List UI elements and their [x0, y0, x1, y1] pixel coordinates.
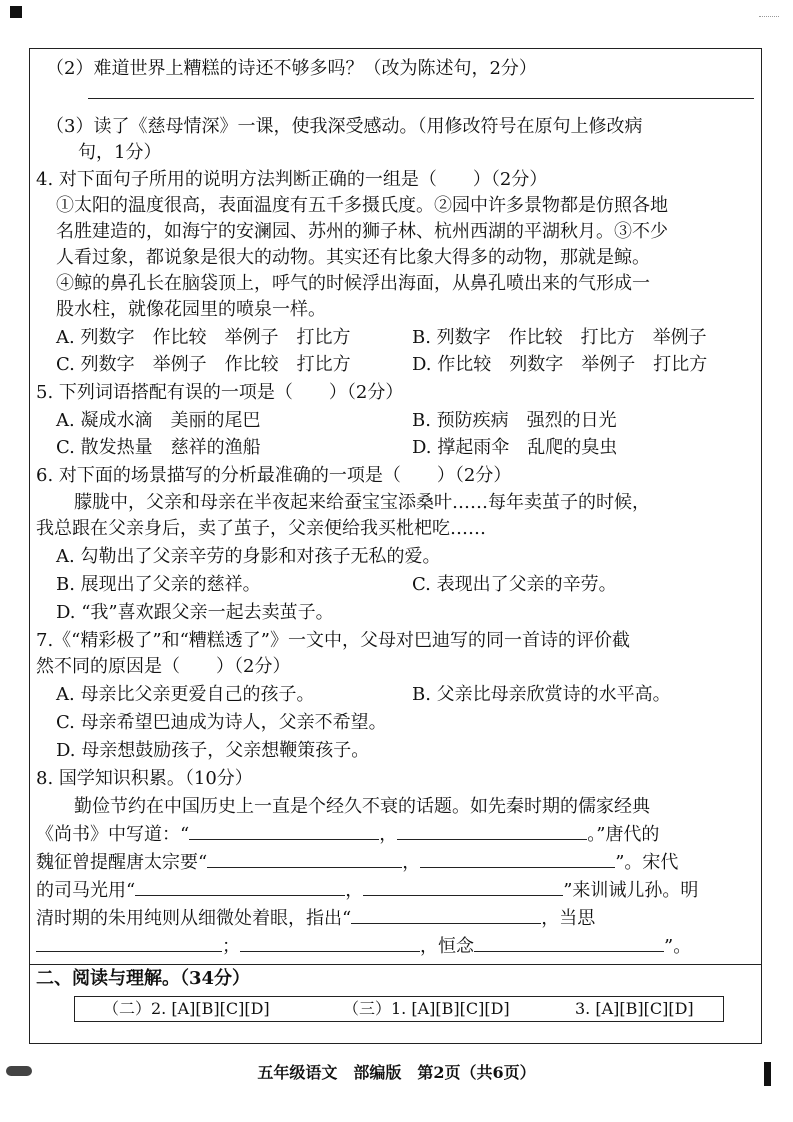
q8-blank[interactable]	[135, 895, 345, 896]
q3-3-text: （3）读了《慈母情深》一课，使我深受感动。（用修改符号在原句上修改病	[46, 116, 643, 137]
q5-option-a: A. 凝成水滴 美丽的尾巴	[56, 410, 261, 431]
q8-blank[interactable]	[363, 895, 563, 896]
section-2-title: 二、阅读与理解。（34分）	[36, 968, 251, 989]
q8-text: ”。宋代	[615, 852, 679, 873]
q8-text: ；	[222, 936, 240, 957]
q8-text-line: 勤俭节约在中国历史上一直是个经久不衰的话题。如先秦时期的儒家经典	[74, 796, 650, 817]
q8-blank[interactable]	[397, 839, 587, 840]
q8-stem: 8. 国学知识积累。（10分）	[36, 768, 253, 789]
q7-option-c: C. 母亲希望巴迪成为诗人，父亲不希望。	[56, 712, 387, 733]
q8-fill-line-1	[36, 822, 757, 848]
q8-text: 《尚书》中写道：“	[36, 824, 190, 845]
q8-text: 的司马光用“	[36, 880, 136, 901]
q3-2-answer-line[interactable]	[88, 98, 754, 99]
q4-passage-line: 股水柱，就像花园里的喷泉一样。	[56, 299, 326, 320]
corner-registration-mark	[764, 1062, 771, 1086]
answer-choice-group[interactable]: （三）1. [A][B][C][D]	[343, 999, 510, 1018]
q6-option-d: D. “我”喜欢跟父亲一起去卖茧子。	[56, 602, 334, 623]
q8-text: 。”唐代的	[587, 824, 660, 845]
q3-2-text: （2）难道世界上糟糕的诗还不够多吗？（改为陈述句，2分）	[46, 58, 537, 79]
corner-registration-mark	[10, 6, 22, 18]
q8-fill-line-2	[36, 850, 757, 876]
q6-option-b: B. 展现出了父亲的慈祥。	[56, 574, 261, 595]
q8-blank[interactable]	[36, 951, 222, 952]
q4-option-b: B. 列数字 作比较 打比方 举例子	[412, 327, 707, 348]
q7-stem-cont: 然不同的原因是（ ）（2分）	[36, 656, 291, 677]
q4-passage-line: ④鲸的鼻孔长在脑袋顶上，呼气的时候浮出海面，从鼻孔喷出来的气形成一	[56, 273, 650, 294]
q8-text: ，	[345, 880, 364, 901]
q5-option-c: C. 散发热量 慈祥的渔船	[56, 437, 261, 458]
q4-passage-line: 人看过象，都说象是很大的动物。其实还有比象大得多的动物，那就是鲸。	[56, 247, 650, 268]
q8-blank[interactable]	[240, 951, 420, 952]
q4-option-c: C. 列数字 举例子 作比较 打比方	[56, 354, 351, 375]
q7-option-a: A. 母亲比父亲更爱自己的孩子。	[56, 684, 315, 705]
q8-text: 魏征曾提醒唐太宗要“	[36, 852, 208, 873]
q4-passage-line: 名胜建造的，如海宁的安澜园、苏州的狮子林、杭州西湖的平湖秋月。③不少	[56, 221, 668, 242]
q8-blank[interactable]	[207, 867, 402, 868]
q5-stem: 5. 下列词语搭配有误的一项是（ ）（2分）	[36, 382, 404, 403]
q8-fill-line-5	[36, 934, 757, 960]
q6-option-a: A. 勾勒出了父亲辛劳的身影和对孩子无私的爱。	[56, 546, 441, 567]
q5-option-d: D. 撑起雨伞 乱爬的臭虫	[412, 437, 618, 458]
q8-fill-line-3	[36, 878, 757, 904]
q8-text: ”。	[664, 936, 692, 957]
answer-sheet-box[interactable]	[74, 996, 724, 1022]
q4-option-d: D. 作比较 列数字 举例子 打比方	[412, 354, 708, 375]
answer-choice-group[interactable]: 3. [A][B][C][D]	[575, 999, 694, 1018]
q8-text: ”来训诫儿孙。明	[563, 880, 699, 901]
q8-text: ，	[379, 824, 398, 845]
q8-blank[interactable]	[474, 951, 664, 952]
q7-option-d: D. 母亲想鼓励孩子，父亲想鞭策孩子。	[56, 740, 370, 761]
q8-blank[interactable]	[351, 923, 541, 924]
q4-option-a: A. 列数字 作比较 举例子 打比方	[56, 327, 351, 348]
page-footer: 五年级语文 部编版 第2页（共6页）	[257, 1063, 536, 1082]
answer-choice-group[interactable]: （二）2. [A][B][C][D]	[103, 999, 270, 1018]
q4-passage-line: ①太阳的温度很高，表面温度有五千多摄氏度。②园中许多景物都是仿照各地	[56, 195, 668, 216]
q8-text: ，	[402, 852, 421, 873]
q7-stem: 7.《“精彩极了”和“糟糕透了”》一文中，父母对巴迪写的同一首诗的评价截	[36, 630, 630, 651]
q8-blank[interactable]	[189, 839, 379, 840]
q3-3-text-cont: 句，1分）	[78, 142, 162, 163]
q8-text: ，恒念	[420, 936, 474, 957]
q5-option-b: B. 预防疾病 强烈的日光	[412, 410, 617, 431]
q4-stem: 4. 对下面句子所用的说明方法判断正确的一组是（ ）（2分）	[36, 169, 548, 190]
q8-text: ，当思	[541, 908, 596, 929]
q6-stem: 6. 对下面的场景描写的分析最准确的一项是（ ）（2分）	[36, 465, 512, 486]
q6-scene-line: 我总跟在父亲身后，卖了茧子，父亲便给我买枇杷吃……	[36, 518, 486, 539]
q8-text: 清时期的朱用纯则从细微处着眼，指出“	[36, 908, 352, 929]
q8-fill-line-4	[36, 906, 757, 932]
section-divider	[29, 964, 762, 965]
q8-blank[interactable]	[420, 867, 615, 868]
q6-scene-line: 朦胧中，父亲和母亲在半夜起来给蚕宝宝添桑叶……每年卖茧子的时候，	[74, 492, 650, 513]
q7-option-b: B. 父亲比母亲欣赏诗的水平高。	[412, 684, 671, 705]
q6-option-c: C. 表现出了父亲的辛劳。	[412, 574, 617, 595]
scan-artifact	[759, 16, 779, 19]
